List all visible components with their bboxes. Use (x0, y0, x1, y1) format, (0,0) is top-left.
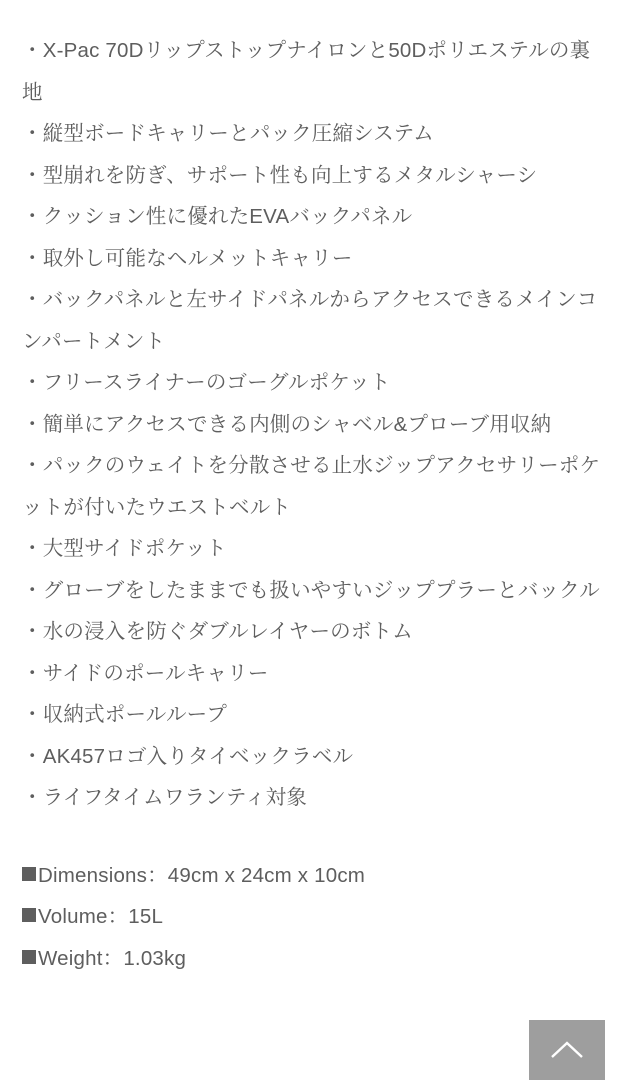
chevron-up-icon (550, 1040, 584, 1060)
list-item: ・水の浸入を防ぐダブルレイヤーのボトム (22, 620, 413, 643)
spec-weight: Weight：1.03kg (38, 946, 187, 970)
list-item: ・クッション性に優れたEVAバックパネル (22, 205, 413, 228)
list-item: ・フリースライナーのゴーグルポケット (22, 371, 391, 394)
spec-dimensions: Dimensions：49cm x 24cm x 10cm (38, 863, 366, 887)
list-item: ・型崩れを防ぎ、サポート性も向上するメタルシャーシ (22, 163, 538, 187)
list-item: ・サイドのポールキャリー (22, 661, 269, 685)
list-item: ・バックパネルと左サイドパネルからアクセスできるメインコンパートメント (22, 288, 598, 353)
list-item: ・パックのウェイトを分散させる止水ジップアクセサリーポケットが付いたウエストベルト (22, 454, 601, 519)
list-item: ・AK457ロゴ入りタイベックラベル (22, 744, 354, 768)
list-item: ・大型サイドポケット (22, 537, 227, 560)
feature-list (22, 30, 601, 819)
list-item: ・簡単にアクセスできる内側のシャベル&プローブ用収納 (22, 412, 552, 436)
spec-row (22, 938, 601, 980)
list-item: ・グローブをしたままでも扱いやすいジッププラーとバックル (22, 578, 600, 602)
list-item: ・X-Pac 70Dリップストップナイロンと50Dポリエステルの裏地 (22, 39, 591, 104)
back-to-top-button[interactable] (529, 1020, 605, 1080)
list-item: ・ライフタイムワランティ対象 (22, 786, 308, 809)
list-item: ・縦型ボードキャリーとパック圧縮システム (22, 122, 434, 145)
spec-row (22, 896, 601, 938)
square-bullet-icon (22, 867, 36, 881)
spec-row (22, 855, 601, 897)
specification-block (22, 855, 601, 980)
spec-volume: Volume：15L (38, 905, 164, 928)
square-bullet-icon (22, 908, 36, 922)
list-item: ・収納式ポールループ (22, 703, 228, 726)
list-item: ・取外し可能なヘルメットキャリー (22, 246, 353, 270)
square-bullet-icon (22, 950, 36, 964)
